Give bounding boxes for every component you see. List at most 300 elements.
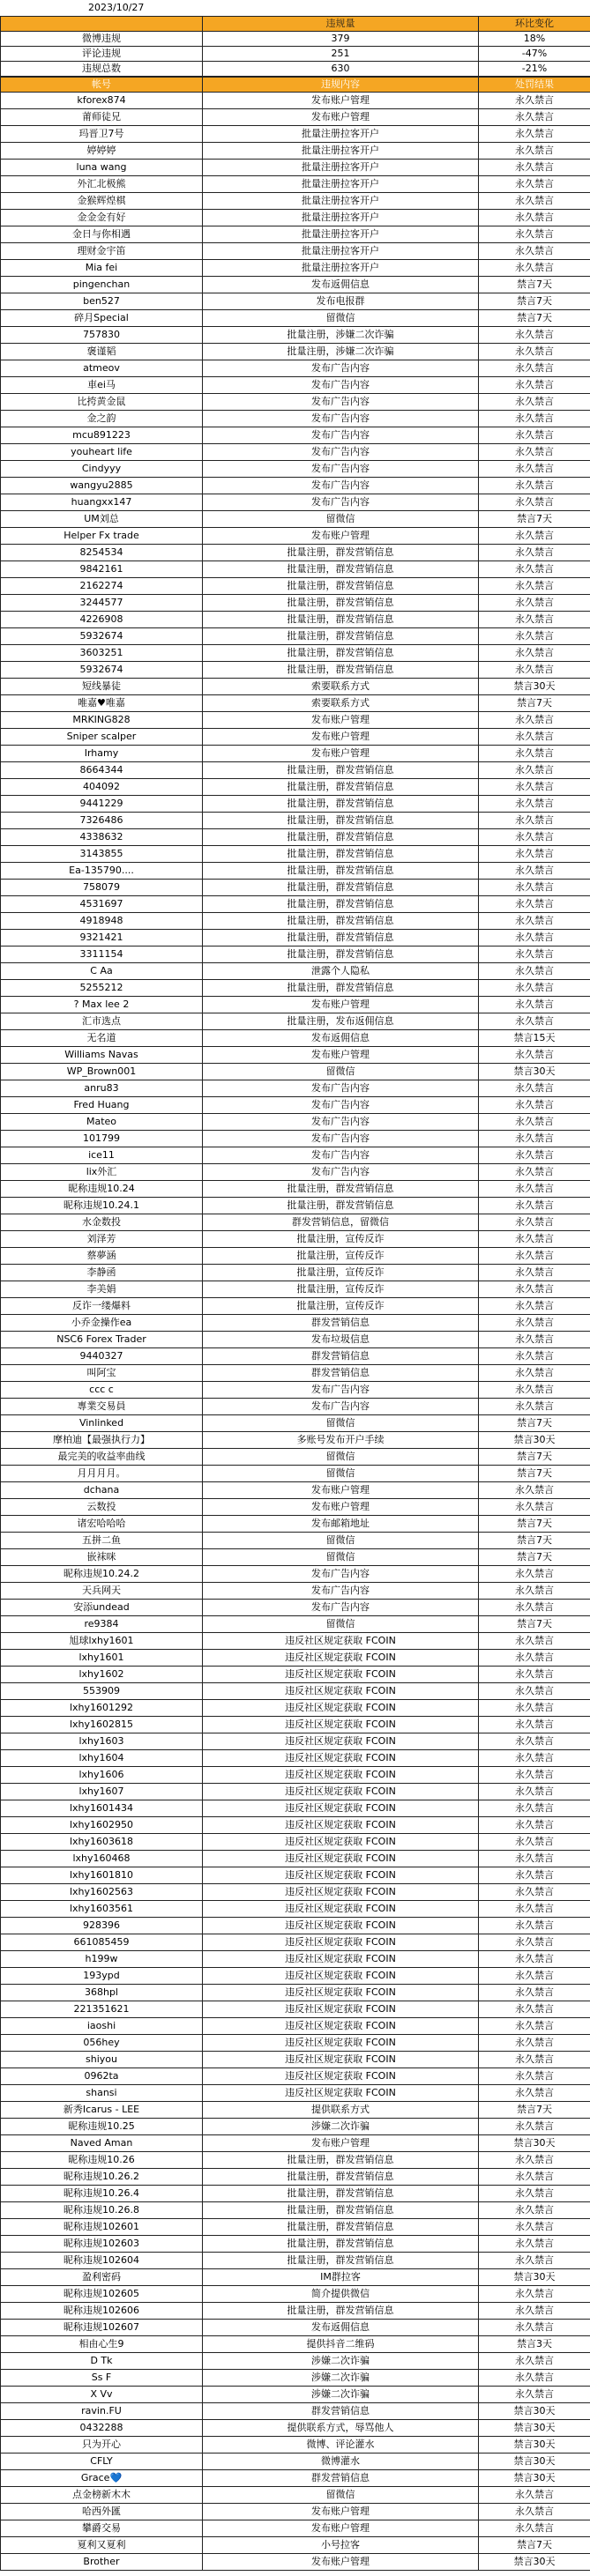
table-row [1,1867,590,1884]
penalty-result: 禁言30天 [479,1432,590,1449]
summary-metric-label: 评论违规 [1,47,203,62]
penalty-result: 永久禁言 [479,1633,590,1650]
penalty-result: 永久禁言 [479,1968,590,1985]
violation-content: 批量注册，群发营销信息 [203,947,479,963]
penalty-result: 永久禁言 [479,2018,590,2035]
violation-content: 发布广告内容 [203,411,479,427]
violation-content: 留微信 [203,310,479,327]
penalty-result: 永久禁言 [479,545,590,561]
table-row [1,360,590,377]
violation-content: 发布广告内容 [203,1583,479,1600]
table-row [1,277,590,293]
violation-content: 批量注册，群发营销信息 [203,1198,479,1214]
account-name: iaoshi [1,2018,203,2035]
penalty-result: 永久禁言 [479,2152,590,2169]
violation-content: 违反社区规定获取 FCOIN [203,2035,479,2052]
table-row [1,2269,590,2286]
table-row [1,779,590,796]
violation-content: 发布广告内容 [203,1164,479,1181]
account-name: 玛晋卫7号 [1,126,203,143]
violation-content: 发布账户管理 [203,712,479,729]
violation-content: 留微信 [203,1549,479,1566]
account-name: 月月月月。 [1,1466,203,1482]
table-row [1,1399,590,1415]
violation-content: 留微信 [203,511,479,528]
penalty-result: 永久禁言 [479,260,590,277]
account-name: 昵称违规10.25 [1,2119,203,2135]
table-row [1,143,590,160]
penalty-result: 禁言3天 [479,2336,590,2353]
table-row [1,1918,590,1934]
account-name: 4531697 [1,896,203,913]
violation-content: 批量注册，群发营销信息 [203,545,479,561]
table-row [1,1466,590,1482]
account-name: 哈西外匯 [1,2504,203,2520]
table-row [1,1382,590,1399]
violation-content: 发布广告内容 [203,1131,479,1147]
violation-content: 违反社区规定获取 FCOIN [203,1767,479,1784]
account-name: Ss F [1,2370,203,2387]
table-row [1,1499,590,1516]
violation-content: 发布账户管理 [203,109,479,126]
violation-content: 微博灌水 [203,2454,479,2470]
table-row [1,1281,590,1298]
penalty-result: 永久禁言 [479,327,590,344]
violation-content: 批量注册，涉嫌二次诈骗 [203,344,479,360]
penalty-result: 永久禁言 [479,1482,590,1499]
account-name: 唯嘉♥唯嘉 [1,695,203,712]
table-row [1,2052,590,2068]
violation-content: 留微信 [203,2487,479,2504]
account-name: 368hpl [1,1985,203,2001]
penalty-result: 永久禁言 [479,846,590,863]
table-row [1,2520,590,2537]
violation-content: 小号拉客 [203,2537,479,2554]
table-row [1,2085,590,2102]
penalty-result: 永久禁言 [479,1733,590,1750]
table-row [1,126,590,143]
table-row [1,1449,590,1466]
table-row [1,1767,590,1784]
penalty-result: 永久禁言 [479,2286,590,2303]
penalty-result: 永久禁言 [479,344,590,360]
violation-content: 批量注册，群发营销信息 [203,595,479,612]
table-row [1,662,590,679]
violation-content: 违反社区规定获取 FCOIN [203,1834,479,1851]
penalty-result: 永久禁言 [479,1298,590,1315]
account-name: Helper Fx trade [1,528,203,545]
account-name: atmeov [1,360,203,377]
penalty-result: 禁言30天 [479,2403,590,2420]
penalty-result: 永久禁言 [479,2487,590,2504]
account-name: 小乔金操作ea [1,1315,203,1332]
penalty-result: 永久禁言 [479,1717,590,1733]
penalty-result: 禁言30天 [479,2135,590,2152]
violation-content: 批量注册，群发营销信息 [203,2169,479,2186]
account-name: D Tk [1,2353,203,2370]
account-name: 叫阿宝 [1,1365,203,1382]
account-name: ben527 [1,293,203,310]
summary-header-cell: 环比变化 [479,17,590,32]
table-row [1,528,590,545]
table-row [1,896,590,913]
summary-count: 251 [203,47,479,62]
table-row [1,2068,590,2085]
violation-content: 违反社区规定获取 FCOIN [203,1683,479,1700]
penalty-result: 永久禁言 [479,1750,590,1767]
violation-content: 违反社区规定获取 FCOIN [203,1985,479,2001]
account-name: 昵称违规102605 [1,2286,203,2303]
penalty-result: 永久禁言 [479,578,590,595]
table-row [1,1214,590,1231]
violation-content: 批量注册，群发营销信息 [203,796,479,813]
violation-content: 违反社区规定获取 FCOIN [203,1750,479,1767]
violation-content: 违反社区规定获取 FCOIN [203,1784,479,1800]
table-row [1,2454,590,2470]
penalty-result: 永久禁言 [479,1315,590,1332]
violation-content: 批量注册，群发营销信息 [203,645,479,662]
penalty-result: 永久禁言 [479,427,590,444]
table-row [1,394,590,411]
violation-content: 违反社区规定获取 FCOIN [203,1934,479,1951]
penalty-result: 永久禁言 [479,1583,590,1600]
penalty-result: 永久禁言 [479,226,590,243]
table-row [1,1851,590,1867]
account-name: 昵称违规102604 [1,2253,203,2269]
account-name: 安添undead [1,1600,203,1616]
violation-content: 发布账户管理 [203,2135,479,2152]
table-row [1,595,590,612]
account-name: lxhy1603561 [1,1901,203,1918]
summary-metric-label: 微博违规 [1,32,203,47]
account-name: 莆师徒兄 [1,109,203,126]
table-row [1,2202,590,2219]
table-row [1,2186,590,2202]
summary-change: 18% [479,32,590,47]
violation-content: 群发营销信息 [203,1365,479,1382]
table-row [1,243,590,260]
penalty-result: 永久禁言 [479,595,590,612]
table-row [1,2035,590,2052]
table-row [1,545,590,561]
penalty-result: 禁言30天 [479,2420,590,2437]
account-name: 盈利密码 [1,2269,203,2286]
account-name: Mia fei [1,260,203,277]
table-row [1,461,590,478]
account-name: 李美娟 [1,1281,203,1298]
penalty-result: 永久禁言 [479,2253,590,2269]
summary-row [1,62,590,77]
violation-content: 违反社区规定获取 FCOIN [203,1800,479,1817]
table-row [1,327,590,344]
account-name: lxhy160468 [1,1851,203,1867]
table-row [1,829,590,846]
account-name: 摩柏迪【最强执行力】 [1,1432,203,1449]
penalty-result: 永久禁言 [479,779,590,796]
account-name: 嵌袜咪 [1,1549,203,1566]
table-row [1,1332,590,1348]
violation-content: 违反社区规定获取 FCOIN [203,1733,479,1750]
violation-content: 批量注册，群发营销信息 [203,561,479,578]
violation-content: 发布账户管理 [203,2504,479,2520]
penalty-result: 永久禁言 [479,930,590,947]
penalty-result: 永久禁言 [479,729,590,746]
violation-content: 发布返佣信息 [203,1030,479,1047]
table-row [1,1683,590,1700]
penalty-result: 永久禁言 [479,1382,590,1399]
account-name: Sniper scalper [1,729,203,746]
violation-content: 违反社区规定获取 FCOIN [203,1700,479,1717]
account-name: lxhy1603618 [1,1834,203,1851]
table-row [1,1566,590,1583]
table-row [1,1750,590,1767]
penalty-result: 永久禁言 [479,1667,590,1683]
account-name: re9384 [1,1616,203,1633]
penalty-result: 永久禁言 [479,193,590,210]
table-row [1,1248,590,1265]
violation-content: 群发营销信息 [203,1348,479,1365]
penalty-result: 永久禁言 [479,1214,590,1231]
violation-content: 简介提供微信 [203,2286,479,2303]
penalty-result: 永久禁言 [479,997,590,1013]
account-name: 反诈一缕爆料 [1,1298,203,1315]
violation-content: 发布账户管理 [203,729,479,746]
account-name: Williams Navas [1,1047,203,1064]
violation-content: 违反社区规定获取 FCOIN [203,2052,479,2068]
penalty-result: 永久禁言 [479,1265,590,1281]
penalty-result: 禁言7天 [479,1616,590,1633]
penalty-result: 永久禁言 [479,746,590,762]
penalty-result: 永久禁言 [479,2001,590,2018]
account-name: 昵称违规10.26.8 [1,2202,203,2219]
penalty-result: 永久禁言 [479,1332,590,1348]
penalty-result: 永久禁言 [479,2520,590,2537]
violation-content: 批量注册，群发营销信息 [203,846,479,863]
penalty-result: 永久禁言 [479,561,590,578]
penalty-result: 永久禁言 [479,963,590,980]
violation-content: 违反社区规定获取 FCOIN [203,1717,479,1733]
penalty-result: 禁言7天 [479,1516,590,1533]
table-row [1,1365,590,1382]
violation-content: 违反社区规定获取 FCOIN [203,1851,479,1867]
account-name: lxhy1602950 [1,1817,203,1834]
violation-content: 批量注册，群发营销信息 [203,2219,479,2236]
table-row [1,1717,590,1733]
violation-content: 违反社区规定获取 FCOIN [203,2018,479,2035]
account-name: WP_Brown001 [1,1064,203,1080]
violation-content: 违反社区规定获取 FCOIN [203,1633,479,1650]
table-row [1,695,590,712]
table-row [1,260,590,277]
penalty-result: 永久禁言 [479,1131,590,1147]
account-name: Naved Aman [1,2135,203,2152]
violation-content: 批量注册，群发营销信息 [203,813,479,829]
violation-content: 微博、评论灌水 [203,2437,479,2454]
violation-content: 批量注册拉客开户 [203,143,479,160]
violation-content: 批量注册，群发营销信息 [203,829,479,846]
penalty-result: 永久禁言 [479,1817,590,1834]
violation-content: 批量注册，群发营销信息 [203,2202,479,2219]
account-name: ? Max lee 2 [1,997,203,1013]
penalty-result: 永久禁言 [479,829,590,846]
penalty-result: 禁言30天 [479,2554,590,2571]
table-row [1,1097,590,1114]
penalty-result: 永久禁言 [479,2068,590,2085]
account-name: Fred Huang [1,1097,203,1114]
violation-content: 发布账户管理 [203,1482,479,1499]
account-name: 9440327 [1,1348,203,1365]
account-name: 0432288 [1,2420,203,2437]
table-row [1,1131,590,1147]
table-row [1,2387,590,2403]
account-name: Irhamy [1,746,203,762]
account-name: 诸宏哈哈哈 [1,1516,203,1533]
table-row [1,813,590,829]
violation-content: 涉嫌二次诈骗 [203,2119,479,2135]
violation-content: 发布广告内容 [203,1097,479,1114]
table-row [1,2470,590,2487]
penalty-result: 永久禁言 [479,1013,590,1030]
table-row [1,411,590,427]
violation-content: 批量注册，群发营销信息 [203,2152,479,2169]
account-name: 4226908 [1,612,203,628]
table-row [1,963,590,980]
table-row [1,2001,590,2018]
table-row [1,1951,590,1968]
account-name: 五拼二鱼 [1,1533,203,1549]
summary-row [1,47,590,62]
penalty-result: 禁言7天 [479,1533,590,1549]
list-header-violation: 违规内容 [203,78,479,93]
penalty-result: 永久禁言 [479,2504,590,2520]
violation-content: 发布广告内容 [203,444,479,461]
account-name: youheart life [1,444,203,461]
penalty-result: 永久禁言 [479,1181,590,1198]
account-name: 最完美的收益率曲线 [1,1449,203,1466]
table-row [1,628,590,645]
summary-count: 379 [203,32,479,47]
table-row [1,1298,590,1315]
table-row [1,1834,590,1851]
violation-content: 发布账户管理 [203,2554,479,2571]
violation-content: 批量注册，群发营销信息 [203,578,479,595]
account-name: luna wang [1,160,203,176]
summary-metric-label: 违规总数 [1,62,203,77]
violation-content: 发布广告内容 [203,394,479,411]
violation-content: 发布垃圾信息 [203,1332,479,1348]
table-row [1,1198,590,1214]
violation-content: 违反社区规定获取 FCOIN [203,1884,479,1901]
violation-content: 发布广告内容 [203,461,479,478]
account-name: ice11 [1,1147,203,1164]
table-row [1,1516,590,1533]
account-name: dchana [1,1482,203,1499]
violation-content: 违反社区规定获取 FCOIN [203,2068,479,2085]
account-name: 昵称违规10.26.4 [1,2186,203,2202]
penalty-result: 永久禁言 [479,1281,590,1298]
violation-content: 发布账户管理 [203,2520,479,2537]
account-name: 專業交易員 [1,1399,203,1415]
account-name: 101799 [1,1131,203,1147]
penalty-result: 永久禁言 [479,1867,590,1884]
account-name: 昵称违规10.24.1 [1,1198,203,1214]
account-name: 昵称违规102601 [1,2219,203,2236]
summary-table [0,16,590,77]
table-row [1,980,590,997]
account-name: 昵称违规102603 [1,2236,203,2253]
violation-content: 批量注册拉客开户 [203,176,479,193]
penalty-result: 永久禁言 [479,2085,590,2102]
penalty-result: 永久禁言 [479,1918,590,1934]
violation-content: 发布广告内容 [203,478,479,494]
penalty-result: 永久禁言 [479,360,590,377]
account-name: lxhy1602563 [1,1884,203,1901]
summary-change: -21% [479,62,590,77]
violation-content: 留微信 [203,1449,479,1466]
account-name: lxhy1606 [1,1767,203,1784]
penalty-result: 禁言7天 [479,511,590,528]
account-name: 新秀Icarus - LEE [1,2102,203,2119]
penalty-result: 永久禁言 [479,645,590,662]
penalty-result: 禁言7天 [479,1415,590,1432]
penalty-result: 禁言7天 [479,310,590,327]
table-row [1,1030,590,1047]
table-row [1,1934,590,1951]
table-row [1,645,590,662]
table-row [1,1348,590,1365]
table-row [1,2504,590,2520]
violation-content: 批量注册，群发营销信息 [203,913,479,930]
violation-content: 批量注册，发布返佣信息 [203,1013,479,1030]
penalty-result: 永久禁言 [479,1097,590,1114]
violation-content: 批量注册，群发营销信息 [203,612,479,628]
penalty-result: 禁言7天 [479,1466,590,1482]
table-row [1,1884,590,1901]
violation-content: 发布邮箱地址 [203,1516,479,1533]
account-name: 8254534 [1,545,203,561]
penalty-result: 永久禁言 [479,176,590,193]
table-row [1,2236,590,2253]
penalty-result: 禁言30天 [479,2454,590,2470]
account-name: 928396 [1,1918,203,1934]
penalty-result: 永久禁言 [479,2370,590,2387]
account-name: shansi [1,2085,203,2102]
table-row [1,193,590,210]
penalty-result: 永久禁言 [479,1884,590,1901]
penalty-result: 永久禁言 [479,2169,590,2186]
violation-list-table [0,77,590,2571]
penalty-result: 永久禁言 [479,126,590,143]
penalty-result: 永久禁言 [479,528,590,545]
penalty-result: 永久禁言 [479,1566,590,1583]
violation-content: 发布账户管理 [203,1047,479,1064]
penalty-result: 永久禁言 [479,1198,590,1214]
account-name: 夏利又夏利 [1,2537,203,2554]
violation-content: 群发营销信息，留微信 [203,1214,479,1231]
account-name: lxhy1604 [1,1750,203,1767]
table-row [1,1482,590,1499]
account-name: 汇市选点 [1,1013,203,1030]
account-name: 点金榜新木木 [1,2487,203,2504]
penalty-result: 永久禁言 [479,612,590,628]
penalty-result: 永久禁言 [479,394,590,411]
account-name: 昵称违规102607 [1,2320,203,2336]
penalty-result: 永久禁言 [479,2353,590,2370]
account-name: 理财金宇笛 [1,243,203,260]
violation-content: 批量注册，宣传反诈 [203,1231,479,1248]
violation-content: 批量注册，群发营销信息 [203,762,479,779]
account-name: 車ei马 [1,377,203,394]
